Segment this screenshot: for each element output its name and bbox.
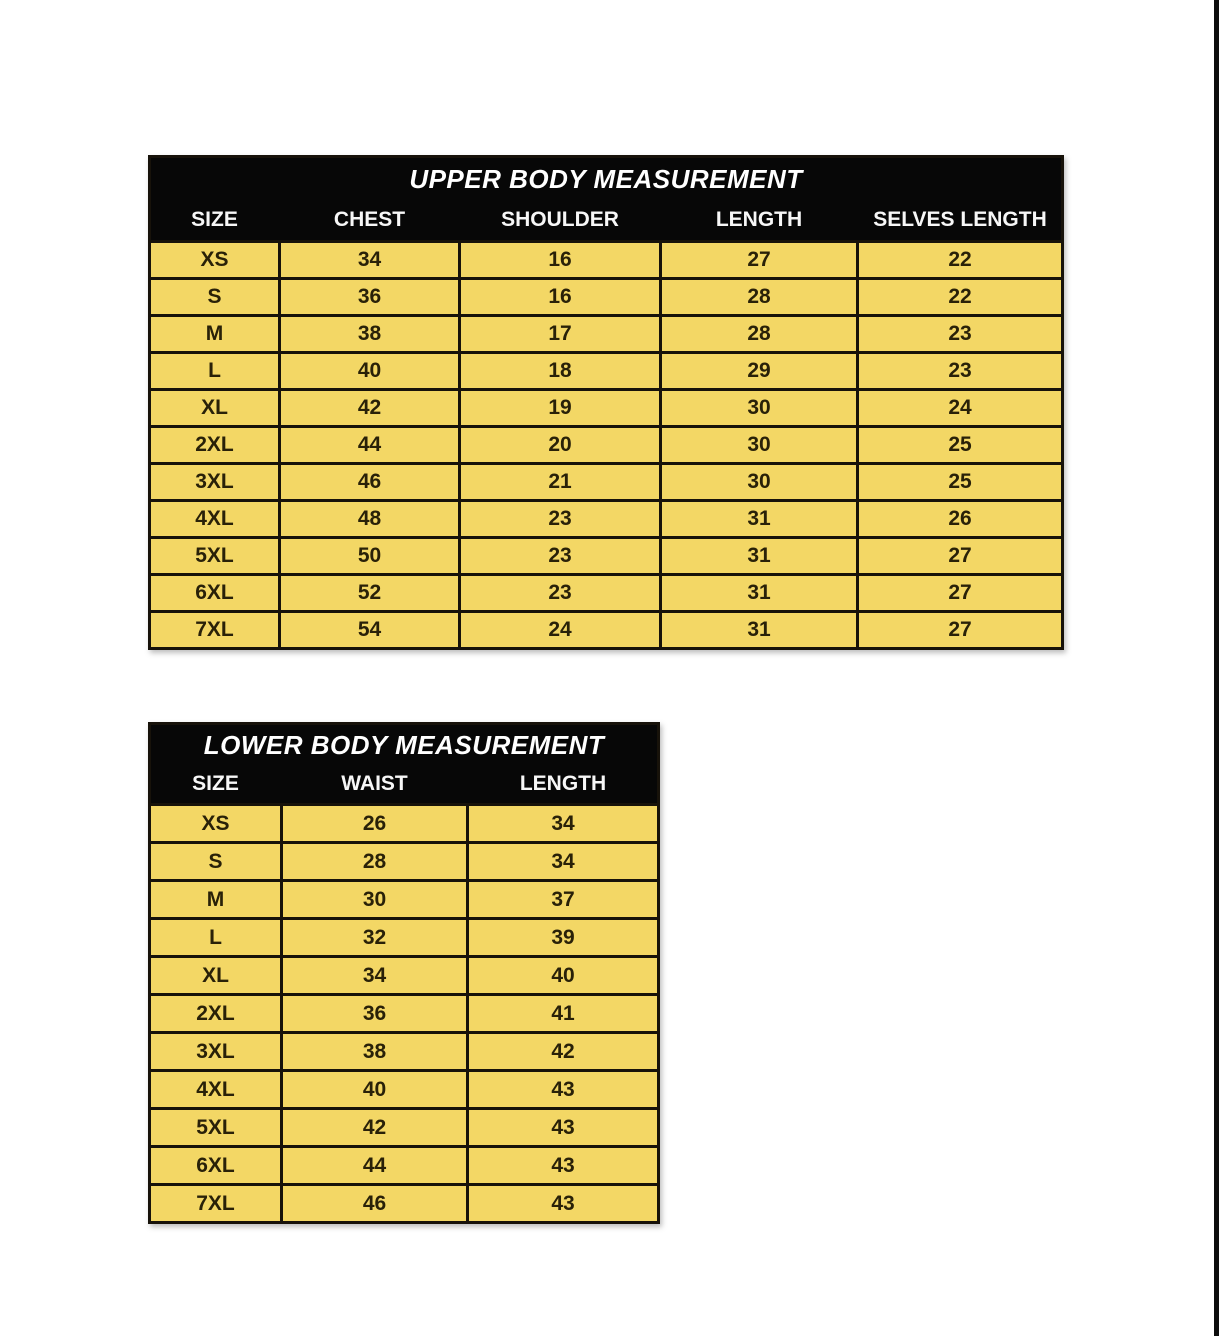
measurement-value-cell: 30: [662, 465, 856, 499]
measurement-value-cell: 43: [469, 1186, 657, 1221]
table-row: [151, 317, 1061, 351]
size-label-cell: 7XL: [151, 1186, 280, 1221]
size-label-cell: 2XL: [151, 996, 280, 1031]
measurement-value-cell: 25: [859, 465, 1061, 499]
table-row: [151, 1148, 657, 1183]
measurement-value-cell: 42: [283, 1110, 466, 1145]
measurement-value-cell: 42: [281, 391, 458, 425]
measurement-value-cell: 17: [461, 317, 659, 351]
size-label-cell: M: [151, 317, 278, 351]
size-label-cell: XS: [151, 243, 278, 277]
upper-table-body: [151, 240, 1061, 647]
measurement-value-cell: 26: [283, 806, 466, 841]
table-row: [151, 1034, 657, 1069]
table-row: [151, 996, 657, 1031]
measurement-value-cell: 21: [461, 465, 659, 499]
size-label-cell: S: [151, 280, 278, 314]
measurement-value-cell: 38: [283, 1034, 466, 1069]
lower-table-title: LOWER BODY MEASUREMENT: [151, 725, 657, 765]
column-header: SHOULDER: [461, 200, 659, 240]
table-row: [151, 280, 1061, 314]
size-label-cell: M: [151, 882, 280, 917]
measurement-value-cell: 30: [283, 882, 466, 917]
table-row: [151, 613, 1061, 647]
upper-table-header-row: [151, 200, 1061, 240]
measurement-value-cell: 26: [859, 502, 1061, 536]
measurement-value-cell: 28: [662, 317, 856, 351]
measurement-value-cell: 19: [461, 391, 659, 425]
measurement-value-cell: 27: [859, 576, 1061, 610]
measurement-value-cell: 52: [281, 576, 458, 610]
size-label-cell: 5XL: [151, 1110, 280, 1145]
table-row: [151, 882, 657, 917]
upper-table-title: UPPER BODY MEASUREMENT: [151, 158, 1061, 200]
size-label-cell: 5XL: [151, 539, 278, 573]
measurement-value-cell: 34: [283, 958, 466, 993]
table-row: [151, 958, 657, 993]
measurement-value-cell: 18: [461, 354, 659, 388]
measurement-value-cell: 46: [281, 465, 458, 499]
measurement-value-cell: 23: [859, 354, 1061, 388]
measurement-value-cell: 34: [469, 806, 657, 841]
size-label-cell: 3XL: [151, 465, 278, 499]
table-row: [151, 844, 657, 879]
column-header: CHEST: [281, 200, 458, 240]
measurement-value-cell: 34: [281, 243, 458, 277]
measurement-value-cell: 38: [281, 317, 458, 351]
column-header: SIZE: [151, 200, 278, 240]
measurement-value-cell: 50: [281, 539, 458, 573]
measurement-value-cell: 23: [859, 317, 1061, 351]
measurement-value-cell: 28: [283, 844, 466, 879]
measurement-value-cell: 31: [662, 576, 856, 610]
measurement-value-cell: 31: [662, 613, 856, 647]
measurement-value-cell: 36: [283, 996, 466, 1031]
column-header: LENGTH: [662, 200, 856, 240]
table-row: [151, 1072, 657, 1107]
measurement-value-cell: 23: [461, 502, 659, 536]
measurement-value-cell: 46: [283, 1186, 466, 1221]
size-label-cell: XL: [151, 391, 278, 425]
lower-table-body: [151, 803, 657, 1221]
measurement-value-cell: 16: [461, 280, 659, 314]
size-label-cell: 3XL: [151, 1034, 280, 1069]
measurement-value-cell: 54: [281, 613, 458, 647]
measurement-value-cell: 37: [469, 882, 657, 917]
table-row: [151, 243, 1061, 277]
measurement-value-cell: 32: [283, 920, 466, 955]
measurement-value-cell: 27: [859, 613, 1061, 647]
table-row: [151, 806, 657, 841]
size-label-cell: L: [151, 354, 278, 388]
measurement-value-cell: 22: [859, 243, 1061, 277]
measurement-value-cell: 22: [859, 280, 1061, 314]
measurement-value-cell: 41: [469, 996, 657, 1031]
measurement-value-cell: 23: [461, 576, 659, 610]
size-label-cell: 6XL: [151, 1148, 280, 1183]
measurement-value-cell: 44: [283, 1148, 466, 1183]
column-header: LENGTH: [469, 765, 657, 803]
upper-body-measurement-table: [148, 155, 1064, 650]
measurement-value-cell: 24: [859, 391, 1061, 425]
lower-body-measurement-table: [148, 722, 660, 1224]
measurement-value-cell: 44: [281, 428, 458, 462]
table-row: [151, 1110, 657, 1145]
size-label-cell: 4XL: [151, 1072, 280, 1107]
measurement-value-cell: 48: [281, 502, 458, 536]
table-row: [151, 920, 657, 955]
table-row: [151, 465, 1061, 499]
measurement-value-cell: 20: [461, 428, 659, 462]
measurement-value-cell: 40: [281, 354, 458, 388]
measurement-value-cell: 40: [469, 958, 657, 993]
measurement-value-cell: 40: [283, 1072, 466, 1107]
size-label-cell: S: [151, 844, 280, 879]
measurement-value-cell: 29: [662, 354, 856, 388]
measurement-value-cell: 34: [469, 844, 657, 879]
lower-table-header-row: [151, 765, 657, 803]
measurement-value-cell: 43: [469, 1072, 657, 1107]
table-row: [151, 576, 1061, 610]
measurement-value-cell: 25: [859, 428, 1061, 462]
measurement-value-cell: 31: [662, 502, 856, 536]
column-header: SIZE: [151, 765, 280, 803]
measurement-value-cell: 30: [662, 391, 856, 425]
measurement-value-cell: 27: [859, 539, 1061, 573]
size-label-cell: 4XL: [151, 502, 278, 536]
size-label-cell: 6XL: [151, 576, 278, 610]
measurement-value-cell: 16: [461, 243, 659, 277]
table-row: [151, 539, 1061, 573]
measurement-value-cell: 36: [281, 280, 458, 314]
measurement-value-cell: 43: [469, 1110, 657, 1145]
measurement-value-cell: 31: [662, 539, 856, 573]
measurement-value-cell: 43: [469, 1148, 657, 1183]
measurement-value-cell: 39: [469, 920, 657, 955]
measurement-value-cell: 27: [662, 243, 856, 277]
measurement-value-cell: 28: [662, 280, 856, 314]
size-label-cell: 2XL: [151, 428, 278, 462]
table-row: [151, 354, 1061, 388]
size-label-cell: XL: [151, 958, 280, 993]
table-row: [151, 1186, 657, 1221]
size-label-cell: XS: [151, 806, 280, 841]
table-row: [151, 428, 1061, 462]
size-label-cell: 7XL: [151, 613, 278, 647]
table-row: [151, 391, 1061, 425]
size-label-cell: L: [151, 920, 280, 955]
measurement-value-cell: 42: [469, 1034, 657, 1069]
column-header: WAIST: [283, 765, 466, 803]
table-row: [151, 502, 1061, 536]
measurement-value-cell: 30: [662, 428, 856, 462]
measurement-value-cell: 23: [461, 539, 659, 573]
column-header: SELVES LENGTH: [859, 200, 1061, 240]
measurement-value-cell: 24: [461, 613, 659, 647]
right-edge-bar: [1214, 0, 1219, 1336]
